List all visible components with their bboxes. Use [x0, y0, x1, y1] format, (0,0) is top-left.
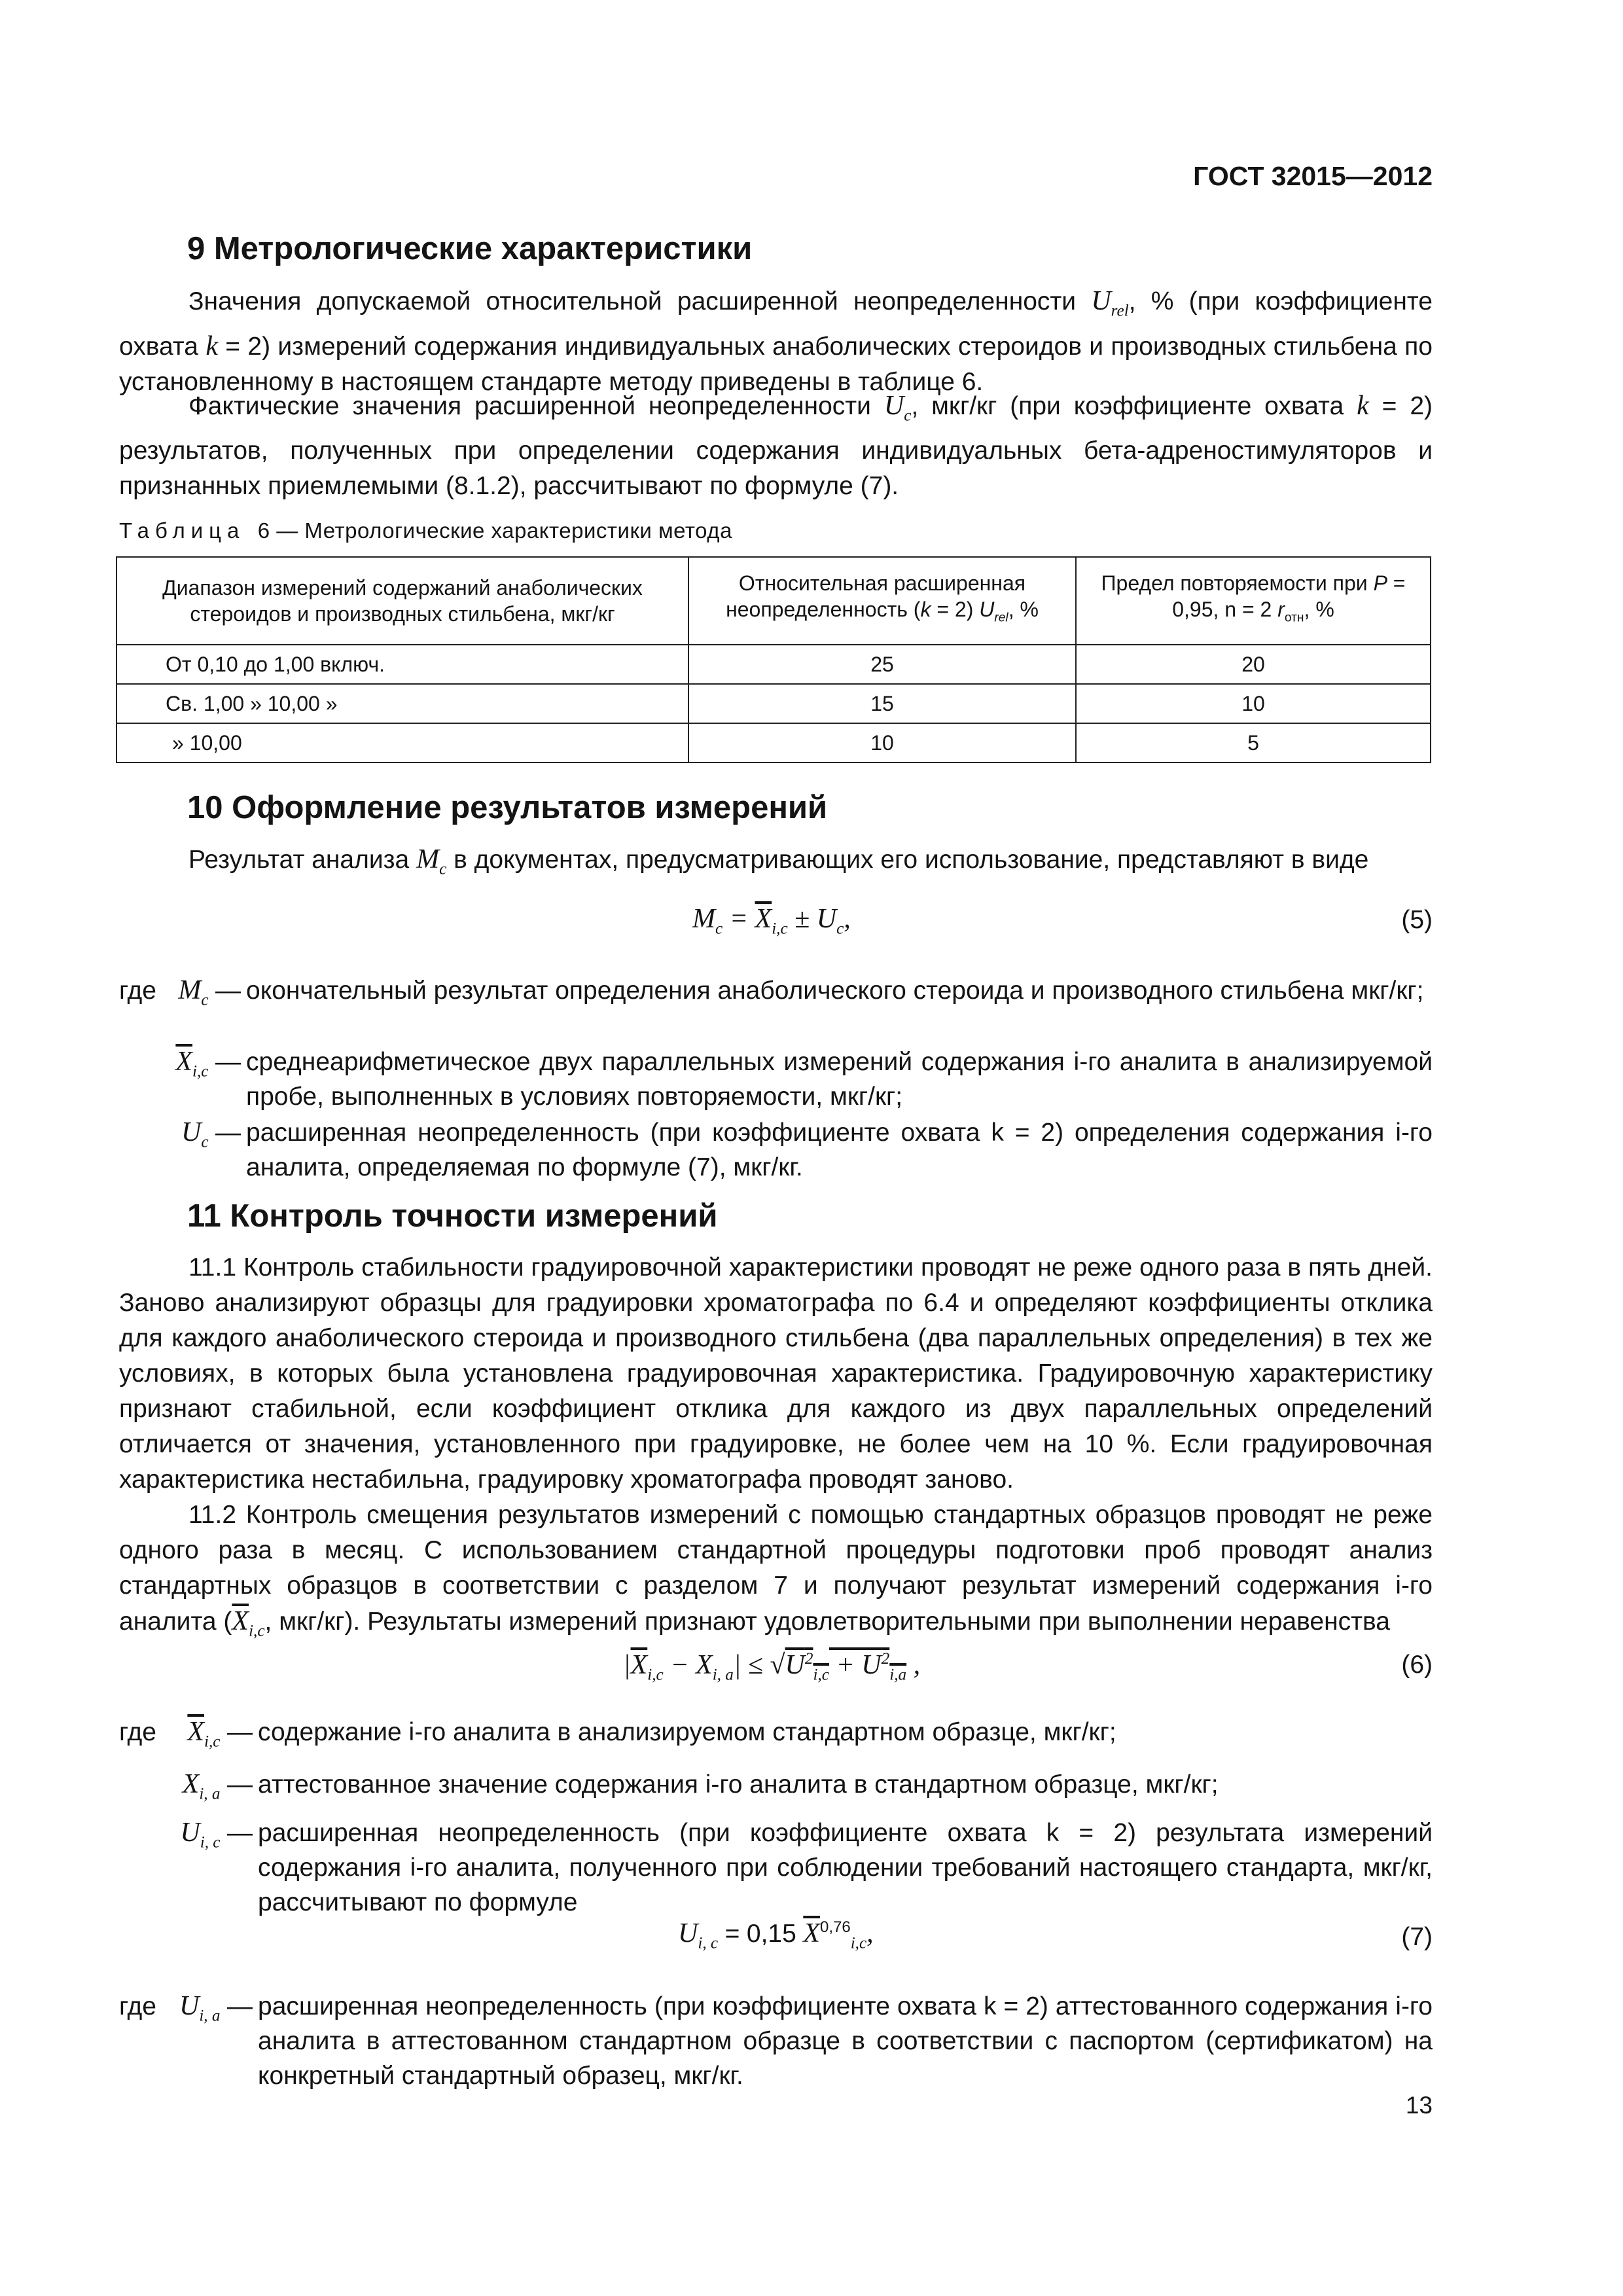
formula-6-number: (6) [1401, 1651, 1433, 1679]
cell-r: 5 [1076, 723, 1431, 762]
document-header: ГОСТ 32015—2012 [1193, 161, 1433, 191]
column-header-u-rel: Относительная расширенная неопределенность (k = 2) $U_{rel}$, % [688, 557, 1076, 645]
cell-u-rel: 10 [688, 723, 1076, 762]
table-6 [116, 556, 1431, 763]
cell-range: » 10,00 [116, 723, 688, 762]
where-label: где [119, 1718, 156, 1746]
symbol-u-c: $U_c$ [883, 391, 912, 425]
definition-x-ic: $\overline{X}_{i,c}$ — среднеарифметическое двух параллельных измерений содержания i-го аналита в анализируемой пробе, выполненных в условиях повторяемости, мкг/кг; [246, 1045, 1433, 1114]
section-10-title: 10 Оформление результатов измерений [187, 790, 828, 825]
symbol-k: k [205, 331, 218, 362]
column-header-repeatability: Предел повторяемости при P = 0,95, n = 2 $r_{отн}$, % [1076, 557, 1431, 645]
symbol-u-rel: $U_{rel}$ [1091, 286, 1129, 320]
column-header-range: Диапазон измерений содержаний анаболических стероидов и производных стильбена, мкг/кг [116, 557, 688, 645]
definition-symbol: $X_{i, a}$ — [182, 1769, 253, 1803]
definition-x-ic: $\overline{X}_{i,c}$ — содержание i-го аналита в анализируемом стандартном образце, мкг/кг; [258, 1715, 1433, 1749]
formula-5: $M_c = \overline{X}_{i,c} \pm U_c$, [692, 904, 851, 938]
formula-5-number: (5) [1401, 906, 1433, 934]
cell-r: 10 [1076, 684, 1431, 723]
section-10-paragraph-1: Результат анализа $M_c$ в документах, предусматривающих его использование, представляют в виде [188, 844, 1369, 878]
cell-range: От 0,10 до 1,00 включ. [116, 645, 688, 684]
cell-u-rel: 25 [688, 645, 1076, 684]
section-11-paragraph-1: 11.1 Контроль стабильности градуировочной характеристики проводят не реже одного раза в пять дней. Заново анализируют образцы для градуировки хроматографа по 6.4 и определяют коэффициенты отклика для каждого анаболического стероида и производного стильбена (два параллельных определения) в тех же условиях, в которых была установлена градуировочная характеристика. Градуировочную характеристику признают стабильной, если коэффициент отклика для каждого из двух параллельных определений отличается от значения, установленного при градуировке, не более чем на 10 %. Если градуировочная характеристика нестабильна, градуировку хроматографа проводят заново. [119, 1253, 1433, 1494]
definition-m-c: $M_c$ — окончательный результат определения анаболического стероида и производного стильбена мкг/кг; [246, 973, 1433, 1008]
formula-7-number: (7) [1401, 1923, 1433, 1951]
section-9-paragraph-2: Фактические значения расширенной неопределенности $U_c$, мкг/кг (при коэффициенте охвата k = 2) результатов, полученных при определении содержания индивидуальных бета-адреностимуляторов и признанных приемлемыми (8.1.2), рассчитывают по формуле (7). [119, 391, 1433, 501]
definition-u-c: $U_c$ — расширенная неопределенность (при коэффициенте охвата k = 2) определения содержания i-го аналита, определяемая по формуле (7), мкг/кг. [246, 1115, 1433, 1185]
where-label: где [119, 977, 156, 1005]
section-11-title: 11 Контроль точности измерений [187, 1198, 718, 1234]
definition-u-ia: $U_{i, a}$ — расширенная неопределенность (при коэффициенте охвата k = 2) аттестованного содержания i-го аналита в аттестованном стандартном образце в соответствии с паспортом (сертификатом) на конкретный стандартный образец, мкг/кг. [258, 1989, 1433, 2093]
definition-u-ic: $U_{i, c}$ — расширенная неопределенность (при коэффициенте охвата k = 2) результата измерений содержания i-го аналита, полученного при соблюдении требований настоящего стандарта, мкг/кг, рассчитывают по формуле [258, 1816, 1433, 1920]
definition-symbol: $U_{i, c}$ — [180, 1818, 253, 1852]
cell-r: 20 [1076, 645, 1431, 684]
where-label: где [119, 1992, 156, 2020]
table-row [116, 645, 1431, 684]
section-9-title: 9 Метрологические характеристики [187, 231, 753, 266]
cell-range: Св. 1,00 » 10,00 » [116, 684, 688, 723]
table-6-caption: Таблица 6 — Метрологические характеристики метода [119, 518, 732, 543]
symbol-k: k [1357, 391, 1369, 421]
table-row [116, 723, 1431, 762]
definition-symbol: $\overline{X}_{i,c}$ — [187, 1717, 253, 1751]
definition-symbol: $M_c$ — [178, 975, 241, 1009]
definition-symbol: $\overline{X}_{i,c}$ — [175, 1047, 241, 1081]
definition-symbol: $U_{i, a}$ — [179, 1991, 253, 2025]
formula-6: $|\overline{X}_{i,c} - X_{i, a}| \le √U^2_{i,c} + U^2_{i,a}$ , [623, 1650, 921, 1684]
page-number: 13 [1405, 2092, 1433, 2119]
symbol-x-ic: $\overline{X}_{i,c}$ [232, 1606, 265, 1640]
definition-x-ia: $X_{i, a}$ — аттестованное значение содержания i-го аналита в стандартном образце, мкг/кг; [258, 1767, 1433, 1802]
symbol-m-c: $M_c$ [416, 844, 447, 878]
definition-symbol: $U_c$ — [181, 1117, 241, 1151]
table-header-row [116, 557, 1431, 645]
section-9-paragraph-1: Значения допускаемой относительной расширенной неопределенности $U_{rel}$, % (при коэффициенте охвата k = 2) измерений содержания индивидуальных анаболических стероидов и производных стильбена по установленному в настоящем стандарте методу приведены в таблице 6. [119, 286, 1433, 397]
section-11-paragraph-2: 11.2 Контроль смещения результатов измерений с помощью стандартных образцов проводят не реже одного раза в месяц. С использованием стандартной процедуры подготовки проб проводят анализ стандартных образцов в соответствии с разделом 7 и получают результат измерений содержания i-го аналита ($\overline{X}_{i,c}$, мкг/кг). Результаты измерений признают удовлетворительными при выполнении неравенства [119, 1501, 1433, 1640]
formula-7: $U_{i, c} = 0,15$ $\overline{X}^{0,76}_{i,c}$, [678, 1918, 874, 1952]
table-row [116, 684, 1431, 723]
cell-u-rel: 15 [688, 684, 1076, 723]
